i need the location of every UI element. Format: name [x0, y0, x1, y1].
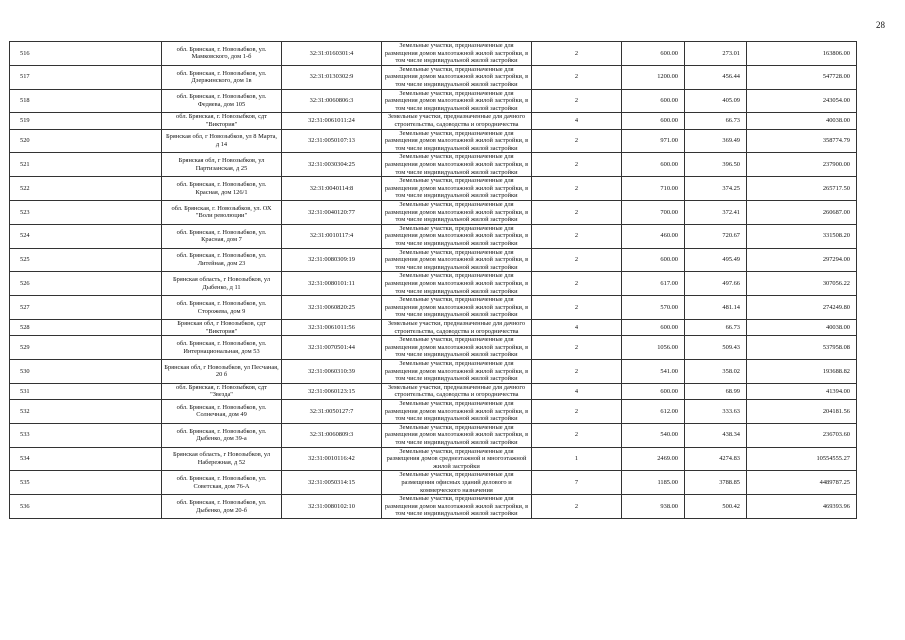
use-group-cell: 4 — [532, 113, 622, 129]
specific-value-cell: 456.44 — [685, 65, 747, 89]
area-cell: 600.00 — [622, 153, 685, 177]
area-cell: 600.00 — [622, 319, 685, 335]
area-cell: 540.00 — [622, 423, 685, 447]
cadastral-value-cell: 4489787.25 — [747, 471, 857, 495]
specific-value-cell: 481.14 — [685, 296, 747, 320]
cadastral-number-cell: 32:31:0070501:44 — [282, 336, 382, 360]
area-cell: 600.00 — [622, 89, 685, 113]
table-row — [10, 400, 857, 424]
use-group-cell: 2 — [532, 248, 622, 272]
specific-value-cell: 396.50 — [685, 153, 747, 177]
table-row — [10, 129, 857, 153]
use-group-cell: 2 — [532, 89, 622, 113]
address-cell: обл. Брянская, г. Новозыбков, ул. Дыбенко, дом 20-б — [162, 495, 282, 519]
land-use-cell: Земельные участки, предназначенные для дачного строительства, садоводства и огородничества — [382, 383, 532, 399]
table-row — [10, 495, 857, 519]
table-row — [10, 42, 857, 66]
address-cell: обл. Брянская, г. Новозыбков, ул. ОХ "Воли революции" — [162, 200, 282, 224]
area-cell: 710.00 — [622, 177, 685, 201]
row-number-cell: 521 — [10, 153, 162, 177]
address-cell: Брянская обл, г Новозыбков, ул 8 Марта, д 14 — [162, 129, 282, 153]
use-group-cell: 2 — [532, 336, 622, 360]
row-number-cell: 518 — [10, 89, 162, 113]
cadastral-value-cell: 236703.60 — [747, 423, 857, 447]
cadastral-value-cell: 243054.00 — [747, 89, 857, 113]
cadastral-value-cell: 358774.79 — [747, 129, 857, 153]
address-cell: Брянская обл, г Новозыбков, сдт "Виктория" — [162, 319, 282, 335]
use-group-cell: 2 — [532, 65, 622, 89]
cadastral-value-cell: 40038.00 — [747, 113, 857, 129]
specific-value-cell: 372.41 — [685, 200, 747, 224]
area-cell: 541.00 — [622, 359, 685, 383]
land-use-cell: Земельные участки, предназначенные для размещения домов малоэтажной жилой застройки, в том числе индивидуальной жилой застройки — [382, 336, 532, 360]
row-number-cell: 536 — [10, 495, 162, 519]
use-group-cell: 2 — [532, 272, 622, 296]
use-group-cell: 2 — [532, 296, 622, 320]
use-group-cell: 2 — [532, 177, 622, 201]
use-group-cell: 2 — [532, 224, 622, 248]
use-group-cell: 2 — [532, 423, 622, 447]
cadastral-number-cell: 32:31:0130302:9 — [282, 65, 382, 89]
use-group-cell: 2 — [532, 200, 622, 224]
cadastral-value-cell: 10554555.27 — [747, 447, 857, 471]
area-cell: 1056.00 — [622, 336, 685, 360]
table-row — [10, 113, 857, 129]
table-row — [10, 471, 857, 495]
use-group-cell: 2 — [532, 495, 622, 519]
use-group-cell: 2 — [532, 42, 622, 66]
specific-value-cell: 374.25 — [685, 177, 747, 201]
cadastral-value-cell: 41394.00 — [747, 383, 857, 399]
cadastral-number-cell: 32:31:0061011:56 — [282, 319, 382, 335]
table-row — [10, 272, 857, 296]
row-number-cell: 534 — [10, 447, 162, 471]
cadastral-value-cell: 260687.00 — [747, 200, 857, 224]
land-use-cell: Земельные участки, предназначенные для размещения домов малоэтажной жилой застройки, в том числе индивидуальной жилой застройки — [382, 495, 532, 519]
area-cell: 600.00 — [622, 248, 685, 272]
area-cell: 971.00 — [622, 129, 685, 153]
use-group-cell: 4 — [532, 383, 622, 399]
specific-value-cell: 3788.85 — [685, 471, 747, 495]
cadastral-number-cell: 32:31:0080102:10 — [282, 495, 382, 519]
row-number-cell: 522 — [10, 177, 162, 201]
address-cell: обл. Брянская, г. Новозыбков, сдт "Виктория" — [162, 113, 282, 129]
cadastral-number-cell: 32:31:0050127:7 — [282, 400, 382, 424]
area-cell: 570.00 — [622, 296, 685, 320]
cadastral-value-cell: 204181.56 — [747, 400, 857, 424]
specific-value-cell: 720.67 — [685, 224, 747, 248]
row-number-cell: 517 — [10, 65, 162, 89]
page-number: 28 — [876, 20, 885, 30]
specific-value-cell: 358.02 — [685, 359, 747, 383]
row-number-cell: 516 — [10, 42, 162, 66]
cadastral-value-cell: 40038.00 — [747, 319, 857, 335]
cadastral-number-cell: 32:31:0080101:11 — [282, 272, 382, 296]
land-use-cell: Земельные участки, предназначенные для размещения домов малоэтажной жилой застройки, в том числе индивидуальной жилой застройки — [382, 224, 532, 248]
table-row — [10, 248, 857, 272]
row-number-cell: 529 — [10, 336, 162, 360]
land-use-cell: Земельные участки, предназначенные для размещения домов малоэтажной жилой застройки, в том числе индивидуальной жилой застройки — [382, 400, 532, 424]
cadastral-value-cell: 274249.80 — [747, 296, 857, 320]
cadastral-number-cell: 32:31:0060806:3 — [282, 89, 382, 113]
address-cell: обл. Брянская, г. Новозыбков, ул. Сторожева, дом 9 — [162, 296, 282, 320]
land-use-cell: Земельные участки, предназначенные для размещения домов малоэтажной жилой застройки, в том числе индивидуальной жилой застройки — [382, 200, 532, 224]
cadastral-number-cell: 32:31:0010117:4 — [282, 224, 382, 248]
table-row — [10, 89, 857, 113]
specific-value-cell: 509.43 — [685, 336, 747, 360]
cadastral-number-cell: 32:31:0040114:8 — [282, 177, 382, 201]
address-cell: обл. Брянская, г. Новозыбков, ул. Дзержинского, дом 1в — [162, 65, 282, 89]
row-number-cell: 532 — [10, 400, 162, 424]
table-row — [10, 319, 857, 335]
table-row — [10, 423, 857, 447]
cadastral-value-cell: 193688.82 — [747, 359, 857, 383]
row-number-cell: 533 — [10, 423, 162, 447]
address-cell: обл. Брянская, г. Новозыбков, ул. Солнечная, дом 49 — [162, 400, 282, 424]
specific-value-cell: 4274.83 — [685, 447, 747, 471]
use-group-cell: 2 — [532, 153, 622, 177]
area-cell: 1185.00 — [622, 471, 685, 495]
land-use-cell: Земельные участки, предназначенные для размещения домов малоэтажной жилой застройки, в том числе индивидуальной жилой застройки — [382, 89, 532, 113]
row-number-cell: 519 — [10, 113, 162, 129]
address-cell: обл. Брянская, г. Новозыбков, ул. Мамковского, дом 1-б — [162, 42, 282, 66]
table-row — [10, 65, 857, 89]
table-row — [10, 359, 857, 383]
cadastral-number-cell: 32:31:0060809:3 — [282, 423, 382, 447]
land-use-cell: Земельные участки, предназначенные для размещения домов малоэтажной жилой застройки, в том числе индивидуальной жилой застройки — [382, 65, 532, 89]
table-row — [10, 224, 857, 248]
land-use-cell: Земельные участки, предназначенные для размещения домов среднеэтажной и многоэтажной жилой застройки — [382, 447, 532, 471]
table-row — [10, 383, 857, 399]
cadastral-value-cell: 469393.96 — [747, 495, 857, 519]
cadastral-number-cell: 32:31:0050107:13 — [282, 129, 382, 153]
area-cell: 600.00 — [622, 42, 685, 66]
land-use-cell: Земельные участки, предназначенные для размещения домов малоэтажной жилой застройки, в том числе индивидуальной жилой застройки — [382, 248, 532, 272]
cadastral-value-cell: 537958.08 — [747, 336, 857, 360]
land-use-cell: Земельные участки, предназначенные для дачного строительства, садоводства и огородничества — [382, 113, 532, 129]
cadastral-number-cell: 32:31:0061011:24 — [282, 113, 382, 129]
area-cell: 1200.00 — [622, 65, 685, 89]
land-use-cell: Земельные участки, предназначенные для размещения домов малоэтажной жилой застройки, в том числе индивидуальной жилой застройки — [382, 153, 532, 177]
table-body — [10, 42, 857, 519]
row-number-cell: 520 — [10, 129, 162, 153]
cadastral-value-cell: 331508.20 — [747, 224, 857, 248]
cadastral-number-cell: 32:31:0080309:19 — [282, 248, 382, 272]
row-number-cell: 527 — [10, 296, 162, 320]
land-use-cell: Земельные участки, предназначенные для размещения домов малоэтажной жилой застройки, в том числе индивидуальной жилой застройки — [382, 423, 532, 447]
use-group-cell: 1 — [532, 447, 622, 471]
land-use-cell: Земельные участки, предназначенные для размещения домов малоэтажной жилой застройки, в том числе индивидуальной жилой застройки — [382, 272, 532, 296]
land-use-cell: Земельные участки, предназначенные для размещения домов малоэтажной жилой застройки, в том числе индивидуальной жилой застройки — [382, 42, 532, 66]
land-use-cell: Земельные участки, предназначенные для размещения домов малоэтажной жилой застройки, в том числе индивидуальной жилой застройки — [382, 296, 532, 320]
specific-value-cell: 68.99 — [685, 383, 747, 399]
address-cell: обл. Брянская, г. Новозыбков, ул. Дыбенко, дом 39-а — [162, 423, 282, 447]
land-use-cell: Земельные участки, предназначенные для дачного строительства, садоводства и огородничества — [382, 319, 532, 335]
row-number-cell: 523 — [10, 200, 162, 224]
cadastral-number-cell: 32:31:0160301:4 — [282, 42, 382, 66]
address-cell: обл. Брянская, г. Новозыбков, сдт "Звезда" — [162, 383, 282, 399]
row-number-cell: 531 — [10, 383, 162, 399]
specific-value-cell: 333.63 — [685, 400, 747, 424]
row-number-cell: 528 — [10, 319, 162, 335]
address-cell: обл. Брянская, г. Новозыбков, ул. Красная, дом 126/1 — [162, 177, 282, 201]
specific-value-cell: 500.42 — [685, 495, 747, 519]
address-cell: обл. Брянская, г. Новозыбков, ул. Федяева, дом 105 — [162, 89, 282, 113]
table-row — [10, 447, 857, 471]
specific-value-cell: 66.73 — [685, 113, 747, 129]
area-cell: 612.00 — [622, 400, 685, 424]
cadastral-value-cell: 163806.00 — [747, 42, 857, 66]
cadastral-number-cell: 32:31:0060820:25 — [282, 296, 382, 320]
address-cell: обл. Брянская, г. Новозыбков, ул. Интернациональная, дом 53 — [162, 336, 282, 360]
table-row — [10, 177, 857, 201]
table-row — [10, 200, 857, 224]
land-use-cell: Земельные участки, предназначенные для размещения домов малоэтажной жилой застройки, в том числе индивидуальной жилой застройки — [382, 129, 532, 153]
row-number-cell: 526 — [10, 272, 162, 296]
address-cell: Брянская обл, г Новозыбков, ул Партизанская, д 25 — [162, 153, 282, 177]
cadastral-number-cell: 32:31:0050314:15 — [282, 471, 382, 495]
specific-value-cell: 497.66 — [685, 272, 747, 296]
cadastral-value-cell: 265717.50 — [747, 177, 857, 201]
row-number-cell: 530 — [10, 359, 162, 383]
table-row — [10, 153, 857, 177]
land-use-cell: Земельные участки, предназначенные для размещения домов малоэтажной жилой застройки, в том числе индивидуальной жилой застройки — [382, 177, 532, 201]
address-cell: Брянская область, г Новозыбков, ул Дыбенко, д 11 — [162, 272, 282, 296]
use-group-cell: 7 — [532, 471, 622, 495]
address-cell: обл. Брянская, г. Новозыбков, ул. Красная, дом 7 — [162, 224, 282, 248]
row-number-cell: 535 — [10, 471, 162, 495]
cadastral-number-cell: 32:31:0030304:25 — [282, 153, 382, 177]
area-cell: 2469.00 — [622, 447, 685, 471]
specific-value-cell: 495.49 — [685, 248, 747, 272]
table-row — [10, 336, 857, 360]
land-use-cell: Земельные участки, предназначенные для размещения офисных зданий делового и коммерческого назначения — [382, 471, 532, 495]
area-cell: 700.00 — [622, 200, 685, 224]
use-group-cell: 2 — [532, 400, 622, 424]
cadastral-number-cell: 32:31:0040120:77 — [282, 200, 382, 224]
specific-value-cell: 66.73 — [685, 319, 747, 335]
area-cell: 600.00 — [622, 113, 685, 129]
cadastral-value-table — [9, 41, 857, 519]
cadastral-value-cell: 307056.22 — [747, 272, 857, 296]
specific-value-cell: 369.49 — [685, 129, 747, 153]
use-group-cell: 2 — [532, 129, 622, 153]
specific-value-cell: 273.01 — [685, 42, 747, 66]
address-cell: Брянская область, г Новозыбков, ул Набережная, д 52 — [162, 447, 282, 471]
cadastral-value-cell: 237900.00 — [747, 153, 857, 177]
specific-value-cell: 438.34 — [685, 423, 747, 447]
row-number-cell: 524 — [10, 224, 162, 248]
cadastral-number-cell: 32:31:0060123:15 — [282, 383, 382, 399]
cadastral-number-cell: 32:31:0010116:42 — [282, 447, 382, 471]
area-cell: 600.00 — [622, 383, 685, 399]
area-cell: 460.00 — [622, 224, 685, 248]
specific-value-cell: 405.09 — [685, 89, 747, 113]
area-cell: 938.00 — [622, 495, 685, 519]
use-group-cell: 4 — [532, 319, 622, 335]
cadastral-number-cell: 32:31:0060310:39 — [282, 359, 382, 383]
land-use-cell: Земельные участки, предназначенные для размещения домов малоэтажной жилой застройки, в том числе индивидуальной жилой застройки — [382, 359, 532, 383]
use-group-cell: 2 — [532, 359, 622, 383]
cadastral-value-cell: 547728.00 — [747, 65, 857, 89]
table-row — [10, 296, 857, 320]
cadastral-value-cell: 297294.00 — [747, 248, 857, 272]
row-number-cell: 525 — [10, 248, 162, 272]
address-cell: обл. Брянская, г. Новозыбков, ул. Литейная, дом 23 — [162, 248, 282, 272]
address-cell: обл. Брянская, г. Новозыбков, ул. Советская, дом 76-А — [162, 471, 282, 495]
address-cell: Брянская обл, г Новозыбков, ул Песчаная, 20 б — [162, 359, 282, 383]
area-cell: 617.00 — [622, 272, 685, 296]
